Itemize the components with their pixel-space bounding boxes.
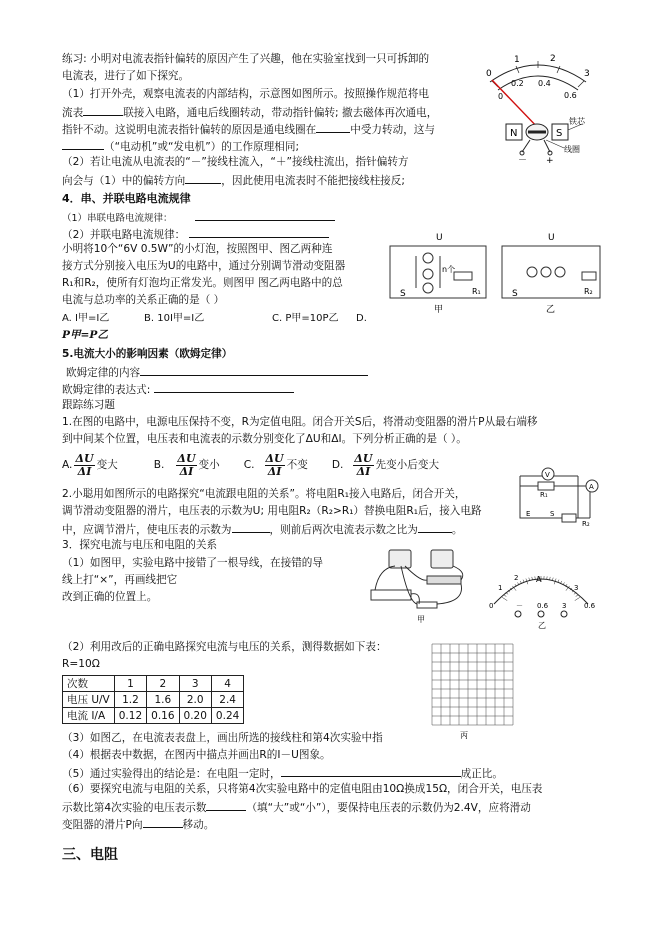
table-cell: 2.0 (179, 692, 211, 708)
r1-label: R₁ (540, 491, 548, 499)
answer-blank[interactable] (83, 104, 123, 116)
practice-line-3: （1）打开外壳，观察电流表的内部结构，示意图如图所示。按照操作规范将电 (62, 88, 429, 100)
ammeter-dial-yi (486, 560, 596, 630)
text: 向会与（1）中的偏转方向 (62, 175, 186, 187)
option-d[interactable]: D. (356, 313, 367, 324)
table-row (63, 708, 244, 724)
label: B. (153, 459, 165, 471)
numerator: ΔU (177, 451, 196, 465)
resistor-icon (417, 602, 437, 608)
practice-line-7: （2）若让电流从电流表的“－”接线柱流入，“＋”接线柱流出，指针偏转方 (62, 156, 409, 168)
practice-line-4 (62, 104, 437, 121)
table-cell: 0.24 (211, 708, 243, 724)
top-tick: 3 (584, 69, 590, 79)
sec5-q1-options (62, 452, 439, 480)
fraction (265, 453, 285, 478)
dial-tick-mark (504, 595, 506, 597)
text: 先变小后变大 (375, 459, 440, 471)
dial-tick: 1 (498, 584, 503, 592)
terminal[interactable] (538, 611, 544, 617)
text: （1）串联电路电流规律： (62, 213, 173, 224)
sec3-q1b: 线上打“×”，再画线把它 (62, 574, 178, 586)
option-b[interactable]: B. 10I甲=I乙 (144, 313, 205, 324)
voltmeter-label: V (545, 471, 550, 479)
sec5-q2a: 2.小聪用如图所示的电路探究“电流跟电阻的关系”。将电阻R₁接入电路后，闭合开关， (62, 488, 466, 500)
bottom-tick: 0.4 (538, 79, 551, 88)
label: D. (331, 459, 344, 471)
denominator: ΔI (267, 464, 282, 478)
dial-tick-mark (502, 597, 507, 600)
practice-line-2: 电流表，进行了如下探究。 (62, 70, 190, 82)
denominator: ΔI (77, 464, 92, 478)
option-a[interactable]: A. I甲=I乙 (62, 313, 110, 324)
table-cell: 电流 I/A (63, 708, 115, 724)
table-cell: 4 (211, 676, 243, 692)
terminal-label: 3 (562, 602, 567, 610)
fraction (74, 453, 94, 478)
answer-blank[interactable] (62, 138, 104, 150)
sec5-content (62, 364, 368, 381)
dial-tick-mark (532, 577, 533, 580)
terminal[interactable] (515, 611, 521, 617)
table-cell: 次数 (63, 676, 115, 692)
label: C. (243, 459, 255, 471)
answer-blank[interactable] (232, 521, 270, 533)
table-cell: 1.6 (147, 692, 179, 708)
sec5-formula (62, 381, 294, 398)
terminal-label: 0.6 (537, 602, 549, 610)
answer-blank[interactable] (185, 172, 221, 184)
rheostat-icon (427, 576, 461, 584)
circuit-jia-yi (386, 232, 606, 317)
label-n: n个 (442, 265, 456, 274)
dial-tick: 3 (574, 584, 579, 592)
sec4-p1: 小明将10个“6V 0.5W”的小灯泡，按照图甲、图乙两种连 (62, 243, 333, 255)
practice-line-5 (62, 121, 435, 138)
section-5-title: 5.电流大小的影响因素（欧姆定律） (62, 348, 233, 360)
dial-tick-mark (575, 597, 580, 600)
text: （5）通过实验得出的结论是：在电阻一定时， (62, 768, 281, 780)
answer-blank[interactable] (140, 364, 368, 376)
r2-label: R₂ (582, 520, 590, 526)
label-n: N (510, 128, 518, 139)
terminal-label: － (516, 602, 523, 610)
table-cell: 2 (147, 676, 179, 692)
sec4-p4: 电流与总功率的关系正确的是（ ） (62, 294, 225, 306)
table-cell: 0.16 (147, 708, 179, 724)
bottom-tick: 0.2 (511, 79, 524, 88)
table-row (63, 692, 244, 708)
text: 变小 (198, 459, 220, 471)
fraction (353, 453, 373, 478)
text: 中受力转动，这与 (350, 124, 435, 136)
label-bing: 丙 (460, 731, 468, 740)
dial-unit: A (536, 575, 542, 584)
answer-blank[interactable] (154, 381, 294, 393)
ammeter-diagram (478, 52, 598, 164)
text: 联接入电路，通电后线圈转动，带动指针偏转; 撤去磁体再次通电， (123, 107, 438, 119)
answer-blank[interactable] (281, 765, 461, 777)
sec5-q1b: 到中间某个位置，电压表和电流表的示数分别变化了ΔU和ΔI。下列分析正确的是（ ）。 (62, 433, 467, 445)
answer-blank[interactable] (418, 521, 452, 533)
numerator: ΔU (354, 451, 373, 465)
text: 欧姆定律的表达式: (62, 384, 151, 396)
sec4-q2 (62, 226, 329, 243)
label-u: U (436, 233, 443, 243)
dial-tick: 0.6 (584, 602, 596, 610)
label-r2: R₂ (584, 287, 593, 296)
voltmeter-icon (389, 550, 411, 568)
coil-label: 线圈 (564, 145, 580, 154)
sec4-p3: R₁和R₂，使所有灯泡均正常发光。则图甲 图乙两电路中的总 (62, 277, 343, 289)
sec3-q3: （3）如图乙，在电流表表盘上，画出所选的接线柱和第4次实验中指 (62, 732, 383, 744)
dial-tick-mark (576, 595, 578, 597)
ammeter-icon (431, 550, 453, 568)
text: 欧姆定律的内容 (66, 367, 141, 379)
text: ，则前后两次电流表示数之比为 (269, 524, 418, 536)
sec3-q6b (62, 799, 531, 816)
text: ，因此使用电流表时不能把接线柱接反; (221, 175, 405, 187)
dial-tick: 0 (489, 602, 494, 610)
denominator: ΔI (179, 464, 194, 478)
sec3-q1c: 改到正确的位置上。 (62, 591, 158, 603)
text: （“电动机”或“发电机”）的工作原理相同; (104, 141, 300, 153)
sec4-q1 (62, 209, 335, 226)
circuit-current-resistance (512, 466, 604, 526)
label: A. (62, 459, 73, 471)
sec5-q1a: 1.在图的电路中，电源电压保持不变，R为定值电阻。闭合开关S后，将滑动变阻器的滑片P从最右端移 (62, 416, 538, 428)
top-tick: 0 (486, 69, 492, 79)
bottom-tick: 0.6 (564, 91, 577, 100)
table-row (63, 676, 244, 692)
answer-blank[interactable] (195, 209, 335, 221)
sec5-q2b: 调节滑动变阻器的滑片，电压表的示数为U; 用电阻R₂（R₂>R₁）替换电阻R₁后，接入电路 (62, 505, 482, 517)
numerator: ΔU (265, 451, 284, 465)
text: 不变 (286, 459, 308, 471)
sec3-q2: （2）利用改后的正确电路探究电流与电压的关系，测得数据如下表： (62, 641, 387, 653)
text: 中，应调节滑片，使电压表的示数为 (62, 524, 232, 536)
sec3-title: 3．探究电流与电压和电阻的关系 (62, 539, 218, 551)
practice-line-1: 练习: 小明对电流表指针偏转的原因产生了兴趣，他在实验室找到一只可拆卸的 (62, 53, 430, 65)
label-s: S (400, 289, 406, 299)
dial-tick: 2 (514, 574, 519, 582)
sec4-p2: 接方式分别接入电压为U的电路中，通过分别调节滑动变阻器 (62, 260, 346, 272)
s-label: S (550, 510, 555, 518)
top-tick: 1 (514, 55, 520, 65)
bottom-tick: 0 (498, 92, 504, 101)
table-cell: 电压 U/V (63, 692, 115, 708)
label-jia: 甲 (434, 305, 444, 315)
section-4-title: 4．串、并联电路电流规律 (62, 192, 191, 205)
top-tick: 2 (550, 54, 556, 64)
sec3-q1a: （1）如图甲，实验电路中接错了一根导线，在接错的导 (62, 557, 323, 569)
label-jia: 甲 (417, 615, 425, 624)
table-cell: 2.4 (211, 692, 243, 708)
label-yi: 乙 (538, 621, 546, 630)
answer-blank[interactable] (143, 816, 183, 828)
text: 示数比第4次实验的电压表示数 (62, 802, 207, 814)
numerator: ΔU (75, 451, 94, 465)
core-label: 铁芯 (569, 117, 585, 126)
text: 变阻器的滑片P向 (62, 819, 143, 831)
text: （2）并联电路电流规律： (62, 229, 186, 241)
text: 流表 (62, 107, 84, 119)
text: 成正比。 (460, 768, 503, 780)
sec4-options (62, 311, 367, 326)
data-table (62, 675, 244, 724)
experiment-circuit-jia (365, 542, 485, 624)
text: （填“大”或“小”），要保持电压表的示数仍为2.4V，应将滑动 (246, 802, 531, 814)
ammeter-label: A (589, 483, 594, 491)
sec3-q4: （4）根据表中数据，在图丙中描点并画出R的I－U图象。 (62, 749, 331, 761)
label-r1: R₁ (472, 287, 481, 296)
part-3-title: 三、电阻 (62, 847, 118, 863)
label-s: S (556, 128, 563, 139)
text: 移动。 (182, 819, 215, 831)
table-cell: 1 (114, 676, 146, 692)
sec5-q2c (62, 521, 462, 538)
table-cell: 0.12 (114, 708, 146, 724)
text: 。 (451, 524, 463, 536)
table-cell: 3 (179, 676, 211, 692)
text: 指针不动。这说明电流表指针偏转的原因是通电线圈在 (62, 124, 317, 136)
dial-tick-mark (550, 577, 551, 580)
table-cell: 1.2 (114, 692, 146, 708)
answer-blank[interactable] (189, 226, 329, 238)
battery-icon (371, 590, 411, 600)
practice-line-8 (62, 172, 405, 189)
e-label: E (526, 510, 531, 518)
label-yi: 乙 (546, 305, 556, 315)
minus-terminal: － (518, 156, 528, 164)
sec3-q6c (62, 816, 214, 833)
practice-line-6 (62, 138, 299, 155)
sec5-track: 跟踪练习题 (62, 399, 115, 411)
label-s: S (512, 289, 518, 299)
sec3-q5 (62, 765, 503, 782)
fraction (176, 453, 196, 478)
answer-blank[interactable] (316, 121, 350, 133)
graph-grid-bing (426, 640, 516, 740)
denominator: ΔI (356, 464, 371, 478)
table-cell: 0.20 (179, 708, 211, 724)
option-c[interactable]: C. P甲=10P乙 (272, 313, 339, 324)
text: 变大 (96, 459, 118, 471)
label-u: U (548, 233, 555, 243)
plus-terminal: + (546, 156, 554, 164)
option-d-expr: P甲=P乙 (62, 329, 108, 341)
sec3-q6a: （6）要探究电流与电阻的关系，只将第4次实验电路中的定值电阻由10Ω换成15Ω，闭合开关，电压表 (62, 783, 543, 795)
terminal[interactable] (561, 611, 567, 617)
answer-blank[interactable] (206, 799, 246, 811)
r-value: R=10Ω (62, 658, 100, 670)
